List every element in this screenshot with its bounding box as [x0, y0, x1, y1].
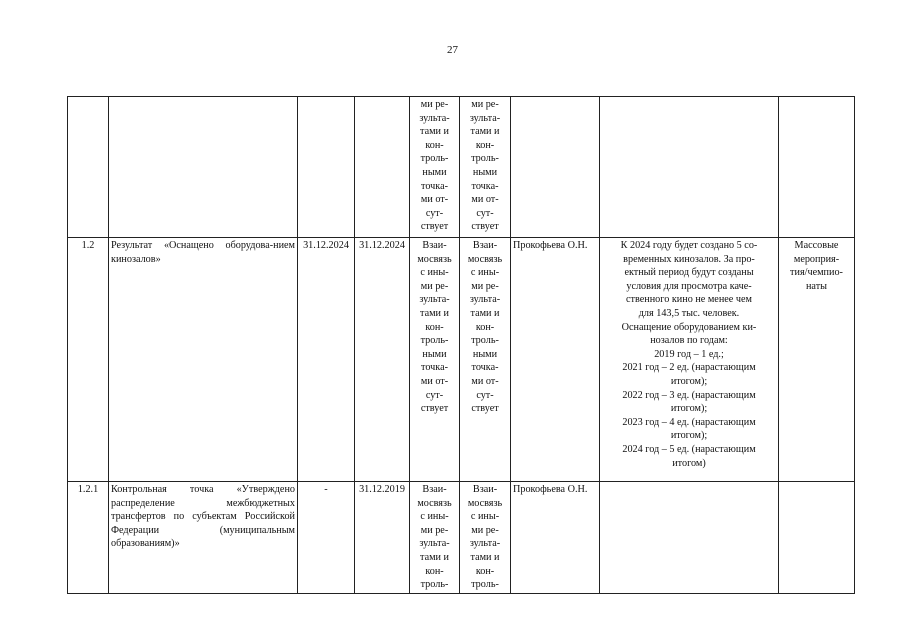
- dependency-cell-line: тами и: [420, 551, 449, 563]
- dependency-cell-line: кон-: [425, 565, 444, 577]
- dependency-cell-line: сут-: [476, 389, 494, 401]
- description-cell: [600, 238, 779, 482]
- dependency-cell-line: ми ре-: [471, 280, 499, 292]
- description-cell-line: условия для просмотра каче-: [626, 280, 752, 292]
- description-cell-line: 2023 год – 4 ед. (нарастающим: [622, 416, 756, 428]
- dependency-cell-line: ствует: [420, 221, 449, 233]
- dependency-cell: [460, 97, 511, 238]
- dependency-cell: [410, 482, 460, 594]
- dependency-cell: [410, 238, 460, 482]
- type-cell: [779, 482, 855, 594]
- dependency-cell-line: зульта-: [419, 538, 450, 550]
- dependency-cell-line: ствует: [420, 403, 449, 415]
- description-cell-line: нозалов по годам:: [650, 335, 728, 347]
- dependency-cell-line: зульта-: [469, 294, 501, 306]
- dependency-cell-line: сут-: [476, 207, 494, 219]
- responsible-person: [511, 97, 600, 238]
- dependency-cell-line: кон-: [475, 565, 495, 577]
- row-name: [109, 97, 298, 238]
- dependency-cell-line: зульта-: [419, 294, 450, 306]
- page-number: 27: [447, 44, 458, 56]
- dependency-cell-line: Взаи-: [422, 240, 447, 251]
- dependency-cell-line: ми от-: [471, 194, 499, 206]
- dependency-cell-line: ными: [422, 348, 447, 360]
- dependency-cell-line: кон-: [475, 321, 495, 333]
- responsible-person: Прокофьева О.Н.: [511, 482, 600, 594]
- dependency-cell-line: Взаи-: [422, 484, 447, 495]
- dependency-cell-line: мосвязь: [417, 253, 452, 265]
- start-date: -: [298, 482, 355, 594]
- row-number: 1.2: [68, 238, 109, 482]
- dependency-cell-line: тами и: [470, 307, 500, 319]
- dependency-cell-line: Взаи-: [472, 484, 498, 495]
- description-cell: [600, 97, 779, 238]
- type-cell: [779, 238, 855, 482]
- dependency-cell-line: ными: [472, 166, 498, 178]
- description-cell-line: итогом);: [670, 375, 708, 387]
- type-cell-line: наты: [805, 280, 827, 292]
- dependency-cell-line: сут-: [425, 389, 444, 401]
- dependency-cell-line: с ины-: [420, 511, 449, 523]
- dependency-cell-line: ствует: [471, 403, 499, 415]
- dependency-cell-line: Взаи-: [472, 240, 498, 251]
- end-date: 31.12.2019: [355, 482, 410, 594]
- dependency-cell-line: тами и: [470, 126, 500, 138]
- table-row: [68, 97, 855, 238]
- type-cell: [779, 97, 855, 238]
- description-cell-line: итогом): [672, 457, 706, 469]
- start-date: 31.12.2024: [298, 238, 355, 482]
- dependency-cell-line: кон-: [425, 139, 444, 151]
- dependency-cell-line: зульта-: [469, 538, 501, 550]
- description-cell-line: Оснащение оборудованием ки-: [621, 321, 757, 333]
- end-date: 31.12.2024: [355, 238, 410, 482]
- dependency-cell-line: ми ре-: [420, 280, 449, 292]
- dependency-cell-line: зульта-: [469, 112, 501, 124]
- dependency-cell-line: мосвязь: [467, 497, 503, 509]
- description-cell-line: итогом);: [670, 430, 708, 442]
- dependency-cell-line: точка-: [471, 180, 499, 192]
- type-cell-line: Массовые: [794, 240, 839, 251]
- dependency-cell: [410, 97, 460, 238]
- dependency-cell-line: троль-: [420, 153, 449, 165]
- dependency-cell-line: ми ре-: [471, 99, 499, 110]
- dependency-cell-line: ми ре-: [420, 99, 449, 110]
- dependency-cell-line: точка-: [421, 180, 448, 192]
- dependency-cell-line: ми от-: [420, 375, 449, 387]
- description-cell-line: итогом);: [670, 403, 708, 415]
- dependency-cell-line: ными: [472, 348, 498, 360]
- row-number: 1.2.1: [68, 482, 109, 594]
- description-cell-line: 2022 год – 3 ед. (нарастающим: [622, 389, 756, 401]
- dependency-cell-line: с ины-: [470, 511, 500, 523]
- dependency-cell: [460, 482, 511, 594]
- dependency-cell-line: мосвязь: [467, 253, 503, 265]
- dependency-cell-line: ми от-: [471, 375, 499, 387]
- description-cell-line: временных кинозалов. За про-: [623, 253, 755, 265]
- start-date: [298, 97, 355, 238]
- row-name: Результат «Оснащено оборудова-нием кинозалов»: [109, 238, 298, 482]
- dependency-cell-line: кон-: [425, 321, 444, 333]
- dependency-cell-line: ными: [422, 166, 447, 178]
- description-cell-line: 2019 год – 1 ед.;: [654, 348, 724, 360]
- end-date: [355, 97, 410, 238]
- type-cell-line: мероприя-: [793, 253, 840, 265]
- type-cell-line: тия/чемпио-: [790, 267, 843, 279]
- dependency-cell-line: троль-: [420, 579, 449, 591]
- plan-table: [67, 96, 855, 594]
- dependency-cell-line: тами и: [470, 551, 500, 563]
- dependency-cell-line: точка-: [421, 362, 448, 374]
- description-cell-line: ственного кино не менее чем: [626, 294, 752, 306]
- responsible-person: Прокофьева О.Н.: [511, 238, 600, 482]
- dependency-cell-line: мосвязь: [417, 497, 452, 509]
- dependency-cell-line: ми от-: [420, 194, 449, 206]
- dependency-cell-line: троль-: [471, 153, 499, 165]
- dependency-cell-line: с ины-: [470, 267, 500, 279]
- dependency-cell-line: ствует: [471, 221, 499, 233]
- description-cell-line: К 2024 году будет создано 5 со-: [620, 240, 758, 251]
- dependency-cell-line: троль-: [471, 579, 499, 591]
- dependency-cell-line: тами и: [420, 307, 449, 319]
- dependency-cell-line: сут-: [425, 207, 444, 219]
- dependency-cell-line: троль-: [420, 335, 449, 347]
- dependency-cell-line: точка-: [471, 362, 499, 374]
- row-number: [68, 97, 109, 238]
- description-cell-line: ектный период будут созданы: [624, 267, 754, 279]
- table-row: [68, 238, 855, 482]
- dependency-cell-line: кон-: [475, 139, 495, 151]
- description-cell: [600, 482, 779, 594]
- dependency-cell-line: зульта-: [419, 112, 450, 124]
- table-row: [68, 482, 855, 594]
- row-name: Контрольная точка «Утверждено распределение межбюджетных трансфертов по субъектам Российской Федерации (муниципальным образованиям)»: [109, 482, 298, 594]
- dependency-cell-line: ми ре-: [471, 524, 499, 536]
- description-cell-line: для 143,5 тыс. человек.: [638, 307, 740, 319]
- dependency-cell-line: ми ре-: [420, 524, 449, 536]
- dependency-cell-line: троль-: [471, 335, 499, 347]
- description-cell-line: 2024 год – 5 ед. (нарастающим: [622, 443, 756, 455]
- dependency-cell-line: тами и: [420, 126, 449, 138]
- dependency-cell: [460, 238, 511, 482]
- dependency-cell-line: с ины-: [420, 267, 449, 279]
- description-cell-line: 2021 год – 2 ед. (нарастающим: [622, 362, 756, 374]
